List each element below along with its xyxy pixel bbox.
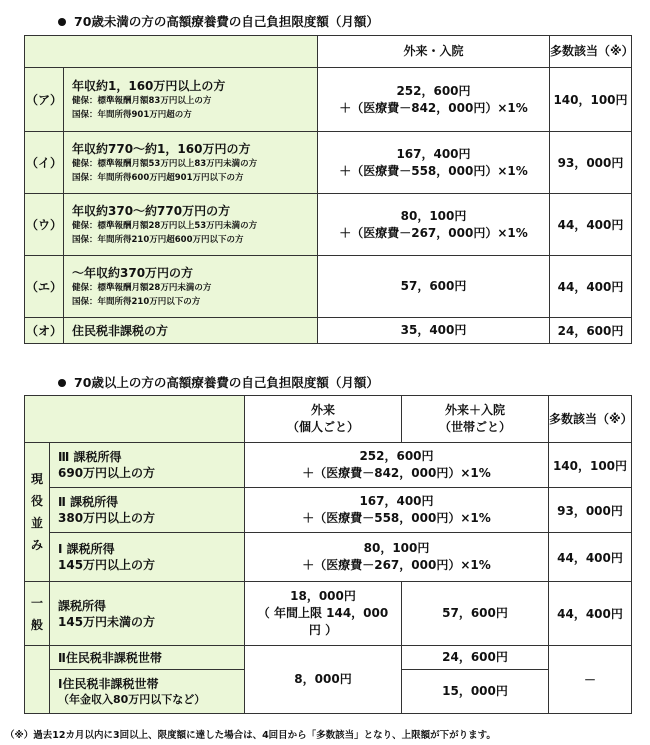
table-row: Ⅱ住民税非課税世帯 8，000円 24，600円 － (25, 646, 632, 670)
table-row: （ウ） 年収約370～約770万円の方 健保：標準報酬月額28万円以上53万円未満の方 国保：年間所得210万円超600万円以下の方 80，100円 ＋（医療費－267，000円）×1% 44，400円 (25, 194, 632, 256)
col-inpatient-header: 外来＋入院 （世帯ごと） (402, 396, 549, 443)
over70-limit-table (24, 395, 632, 714)
table-header-row (25, 36, 632, 68)
table-row: （オ） 住民税非課税の方 35，400円 24，600円 (25, 318, 632, 344)
group-genyaku-label: 現役並み (25, 443, 50, 582)
table-row: 一般 課税所得 145万円未満の方 18，000円 （ 年間上限 144，000 円 ） 57，600円 44，400円 (25, 582, 632, 646)
col-multiple-header: 多数該当（※） (549, 396, 632, 443)
table-row: （エ） ～年収約370万円の方 健保：標準報酬月額28万円未満の方 国保：年間所得210万円以下の方 57，600円 44，400円 (25, 256, 632, 318)
bullet-icon (58, 18, 66, 26)
table-row: 現役並み Ⅲ 課税所得 690万円以上の方 252，600円 ＋（医療費－842，000円）×1% 140，100円 (25, 443, 632, 488)
group-ippan-label: 一般 (25, 582, 50, 646)
col-outpatient-inpatient-header: 外来・入院 (318, 36, 550, 68)
table-row: Ⅱ 課税所得 380万円以上の方 167，400円 ＋（医療費－558，000円）×1% 93，000円 (25, 488, 632, 533)
table-row: Ⅰ 課税所得 145万円以上の方 80，100円 ＋（医療費－267，000円）×1% 44，400円 (25, 533, 632, 582)
under70-limit-table (24, 35, 632, 344)
col-multiple-header: 多数該当（※） (550, 36, 632, 68)
col-outpatient-header: 外来 （個人ごと） (245, 396, 402, 443)
table2-heading: 70歳以上の方の高額療養費の自己負担限度額（月額） (58, 373, 379, 391)
table-row: Ⅰ住民税非課税世帯 （年金収入80万円以下など） 15，000円 (25, 670, 632, 714)
footnote: （※）過去12カ月以内に3回以上、限度額に達した場合は、4回目から「多数該当」となり、上限額が下がります。 (5, 730, 496, 741)
table-row: （イ） 年収約770～約1，160万円の方 健保：標準報酬月額53万円以上83万円未満の方 国保：年間所得600万円超901万円以下の方 167，400円 ＋（医療費－558，000円）×1% 93，000円 (25, 132, 632, 194)
table1-heading: 70歳未満の方の高額療養費の自己負担限度額（月額） (58, 12, 379, 30)
bullet-icon (58, 379, 66, 387)
table-row: （ア） 年収約1，160万円以上の方 健保：標準報酬月額83万円以上の方 国保：年間所得901万円超の方 252，600円 ＋（医療費－842，000円）×1% 140，100円 (25, 68, 632, 132)
table-header-row (25, 396, 632, 443)
